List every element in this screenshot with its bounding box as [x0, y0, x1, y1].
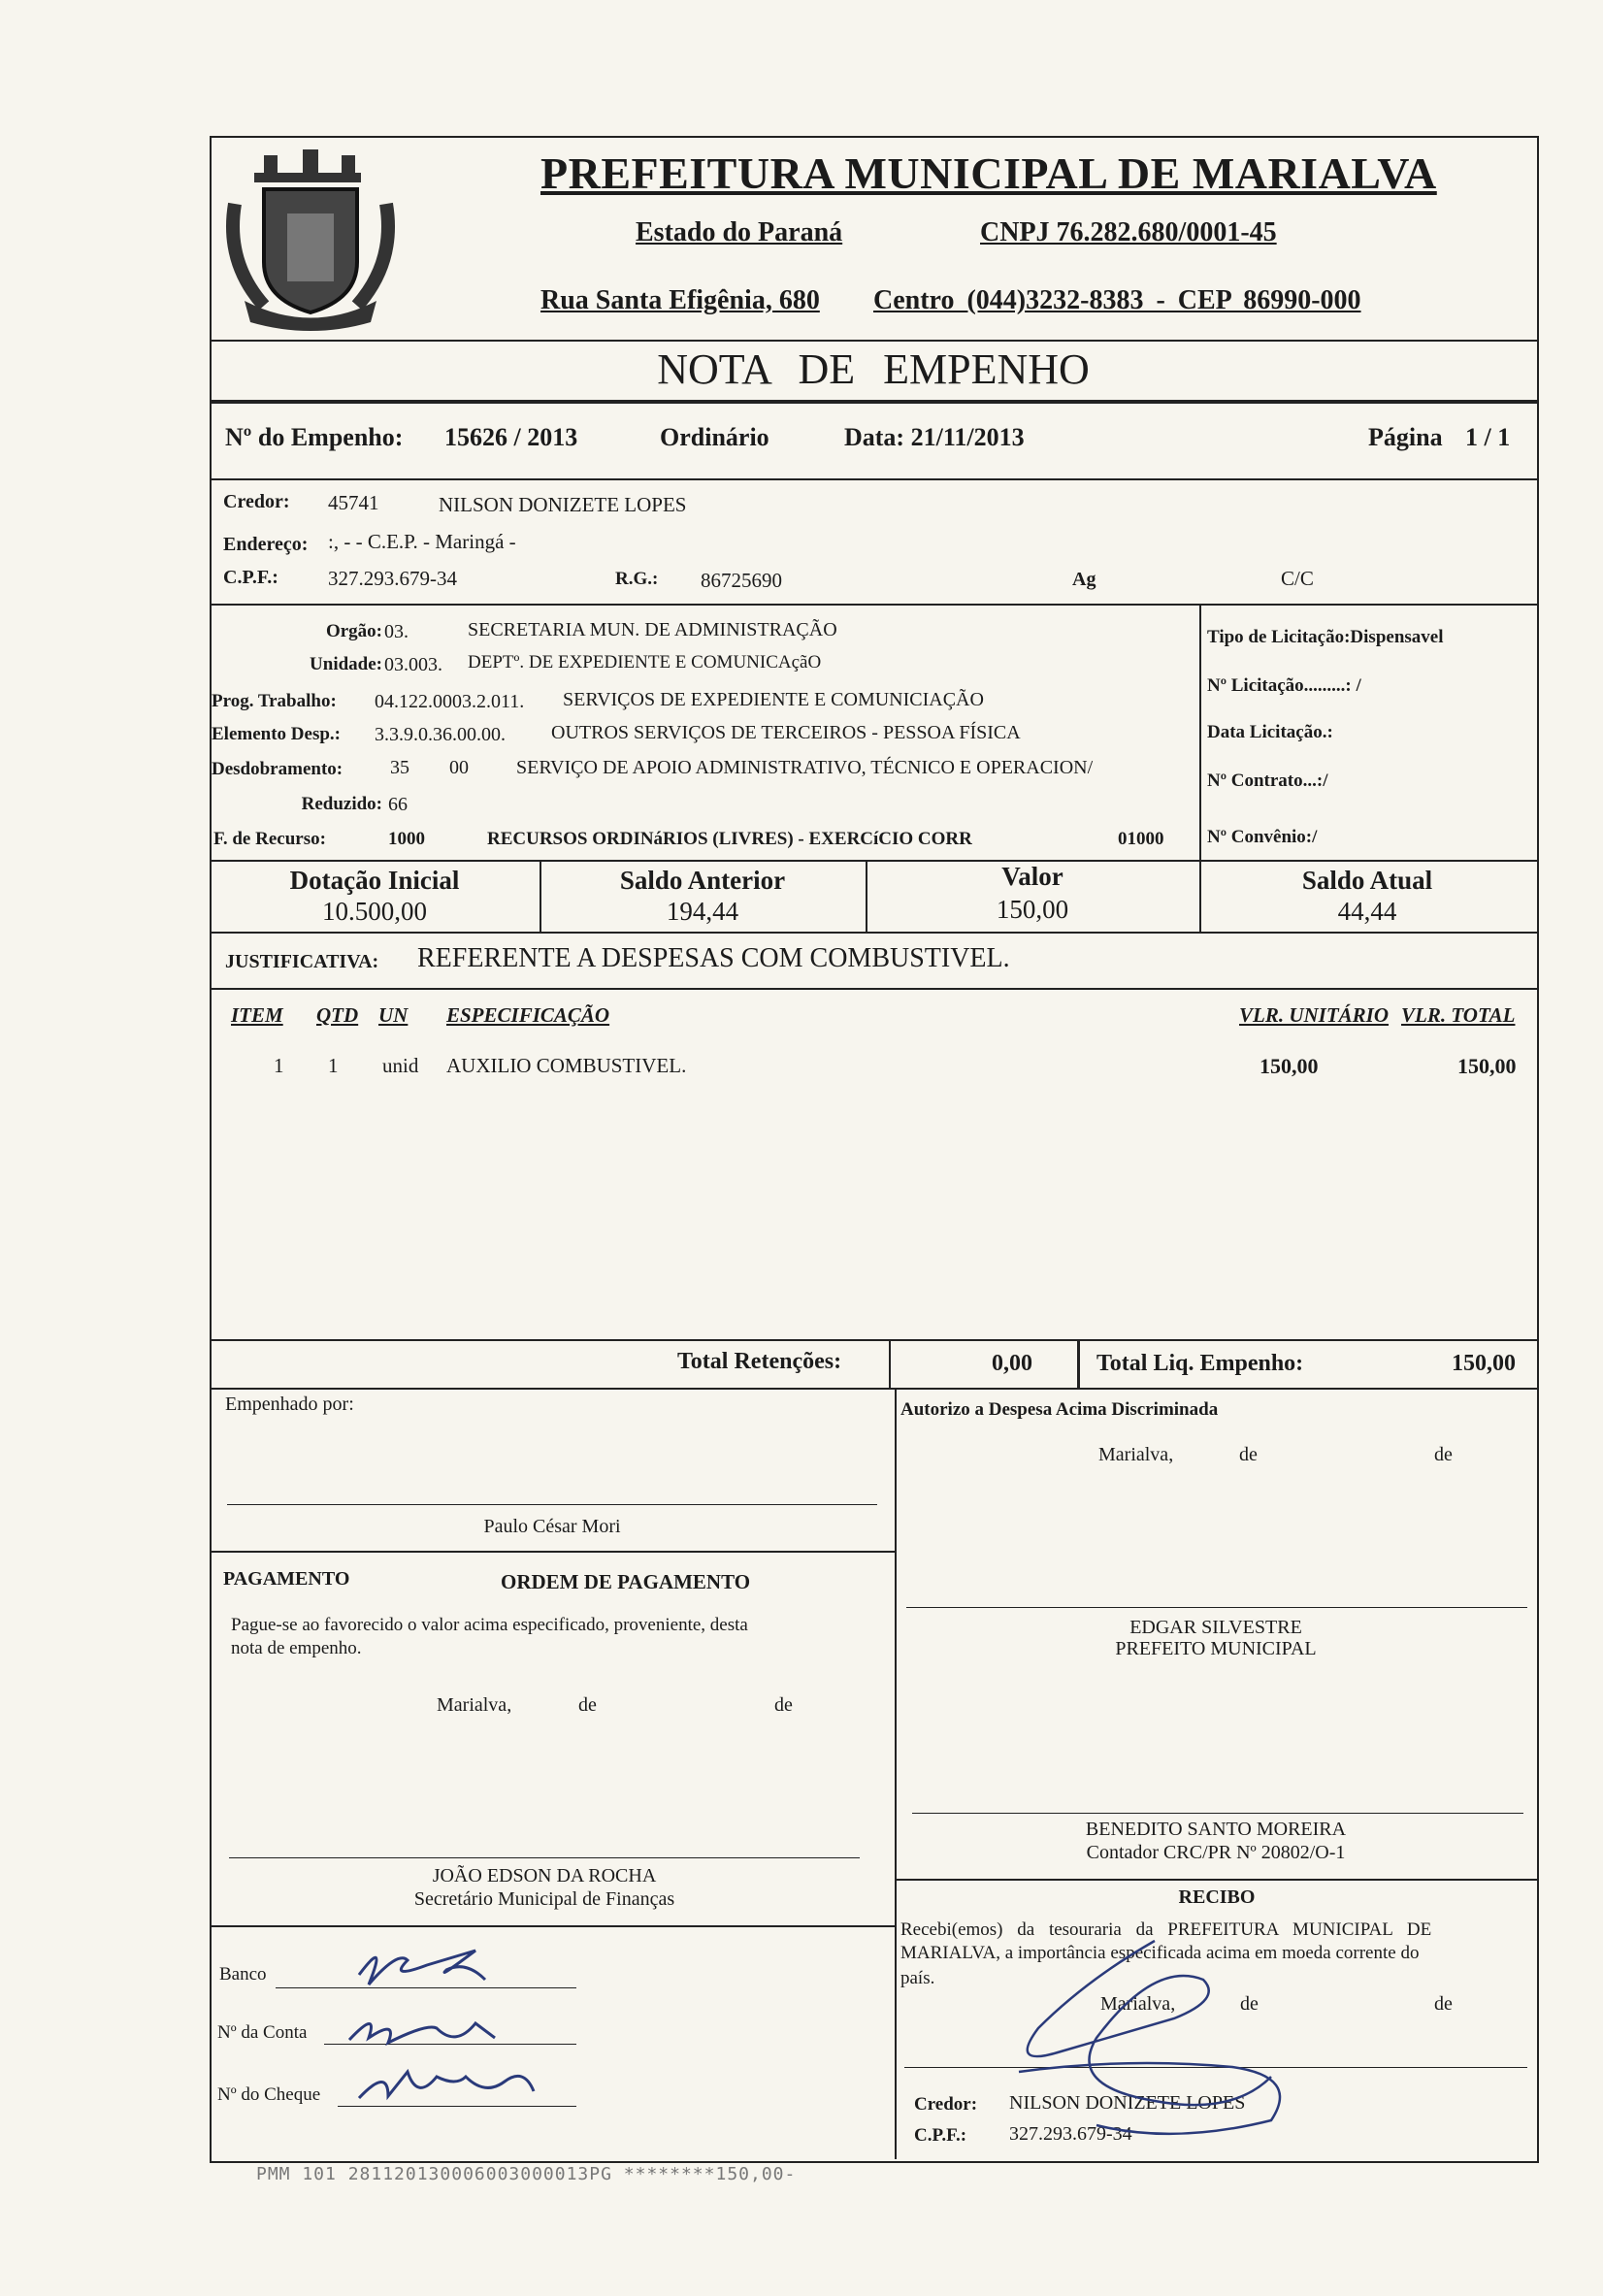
retencoes-label: Total Retenções: [677, 1349, 842, 1374]
dotacao-label: Dotação Inicial [289, 866, 460, 895]
prefeito-role: PREFEITO MUNICIPAL [1115, 1638, 1317, 1659]
recibo-cpf-value: 327.293.679-34 [1009, 2123, 1132, 2145]
empenho-number-label: Nº do Empenho: [225, 423, 404, 451]
reduzido-code: 66 [388, 794, 408, 815]
total-liq-value: 150,00 [1452, 1351, 1516, 1376]
divider [1077, 1339, 1080, 1388]
valor-label: Valor [1001, 862, 1063, 891]
banco-label: Banco [219, 1964, 267, 1984]
recibo-text-3: país. [900, 1968, 935, 1988]
autorizo-city: Marialva, [1098, 1444, 1174, 1465]
rg-value: 86725690 [701, 569, 782, 592]
retencoes-value: 0,00 [992, 1351, 1032, 1376]
recurso-name: RECURSOS ORDINáRIOS (LIVRES) - EXERCíCIO CORR [487, 829, 972, 849]
state-label: Estado do Paraná [636, 217, 843, 247]
saldo-anterior-label: Saldo Anterior [619, 866, 786, 895]
desd-name: SERVIÇO DE APOIO ADMINISTRATIVO, TÉCNICO E OPERACION/ [516, 757, 1094, 778]
col-qtd: QTD [316, 1003, 359, 1027]
orgao-name: SECRETARIA MUN. DE ADMINISTRAÇÃO [468, 619, 837, 640]
pagamento-city: Marialva, [437, 1694, 512, 1716]
justificativa-label: JUSTIFICATIVA: [225, 951, 379, 972]
cc-label: C/C [1281, 567, 1314, 590]
divider [210, 1388, 1537, 1390]
address-rest: Centro (044)3232-8383 - CEP 86990-000 [873, 285, 1361, 315]
divider [210, 478, 1537, 480]
recurso-label: F. de Recurso: [213, 829, 326, 849]
empenho-type: Ordinário [660, 423, 769, 451]
credor-label: Credor: [223, 491, 290, 512]
row-un: unid [382, 1054, 419, 1077]
row-total: 150,00 [1457, 1054, 1517, 1078]
valor-value: 150,00 [996, 895, 1069, 924]
recibo-text-2: MARIALVA, a importância especificada acima em moeda corrente do [900, 1943, 1420, 1963]
tipo-licitacao: Tipo de Licitação:Dispensavel [1207, 627, 1444, 647]
divider [210, 1339, 1537, 1341]
signature-line [912, 1813, 1523, 1814]
recibo-de1: de [1240, 1993, 1259, 2015]
unidade-name: DEPTº. DE EXPEDIENTE E COMUNICAçãO [468, 652, 822, 672]
justificativa-text: REFERENTE A DESPESAS COM COMBUSTIVEL. [417, 943, 1010, 973]
col-un: UN [378, 1003, 409, 1027]
page-label: Página [1368, 423, 1443, 451]
signature-line [906, 1607, 1527, 1608]
page-number: 1 / 1 [1465, 423, 1511, 451]
prefeito-name: EDGAR SILVESTRE [1129, 1617, 1302, 1638]
saldo-atual-value: 44,44 [1337, 897, 1397, 926]
autorizo-de1: de [1239, 1444, 1258, 1465]
secretario-role: Secretário Municipal de Finanças [413, 1888, 675, 1910]
divider [210, 932, 1537, 934]
contador-role: Contador CRC/PR Nº 20802/O-1 [1086, 1842, 1346, 1863]
empenhado-name: Paulo César Mori [483, 1516, 621, 1537]
total-liq-label: Total Liq. Empenho: [1096, 1351, 1304, 1376]
cheque-label: Nº do Cheque [217, 2084, 321, 2105]
pagamento-de1: de [578, 1694, 597, 1716]
pagamento-label: PAGAMENTO [223, 1568, 350, 1590]
desd-code: 35 [390, 757, 409, 778]
saldo-atual-label: Saldo Atual [1301, 866, 1433, 895]
recurso-num: 01000 [1118, 829, 1164, 849]
autorizo-de2: de [1434, 1444, 1453, 1465]
elem-name: OUTROS SERVIÇOS DE TERCEIROS - PESSOA FÍSICA [551, 722, 1021, 743]
recibo-city: Marialva, [1100, 1993, 1176, 2015]
recibo-text-1: Recebi(emos) da tesouraria da PREFEITURA MUNICIPAL DE [900, 1919, 1432, 1940]
row-qtd: 1 [328, 1054, 339, 1077]
recibo-de2: de [1434, 1993, 1453, 2015]
desd-label: Desdobramento: [212, 759, 344, 779]
cpf-value: 327.293.679-34 [328, 567, 457, 590]
divider [210, 988, 1537, 990]
prog-name: SERVIÇOS DE EXPEDIENTE E COMUNICIAÇÃO [563, 689, 984, 710]
recibo-cpf-label: C.P.F.: [914, 2125, 967, 2146]
col-spec: ESPECIFICAÇÃO [446, 1003, 610, 1027]
row-unit: 150,00 [1260, 1054, 1319, 1078]
pagamento-text-2: nota de empenho. [231, 1638, 362, 1658]
recibo-credor-label: Credor: [914, 2094, 978, 2115]
data-licitacao: Data Licitação.: [1207, 722, 1333, 742]
num-convenio: Nº Convênio:/ [1207, 827, 1318, 847]
recibo-title: RECIBO [1178, 1886, 1256, 1908]
footer-code: PMM 101 281120130006003000013PG ********150,00- [256, 2164, 797, 2184]
elem-label: Elemento Desp.: [212, 724, 341, 744]
row-item: 1 [274, 1054, 284, 1077]
desd-sub: 00 [449, 757, 469, 778]
empenhado-label: Empenhado por: [225, 1394, 354, 1415]
divider [210, 400, 1537, 404]
nota-empenho-title: NOTA DE EMPENHO [657, 345, 1090, 393]
coat-of-arms-icon [215, 146, 406, 340]
cpf-label: C.P.F.: [223, 567, 278, 588]
prefeitura-title: PREFEITURA MUNICIPAL DE MARIALVA [540, 148, 1437, 198]
divider [897, 1879, 1537, 1881]
num-contrato: Nº Contrato...:/ [1207, 771, 1328, 791]
row-spec: AUXILIO COMBUSTIVEL. [446, 1054, 687, 1077]
autorizo-label: Autorizo a Despesa Acima Discriminada [900, 1399, 1219, 1420]
credor-code: 45741 [328, 491, 379, 514]
orgao-code: 03. [384, 621, 409, 642]
dotacao-value: 10.500,00 [322, 897, 427, 926]
divider [1199, 604, 1201, 860]
endereco-value: :, - - C.E.P. - Maringá - [328, 530, 516, 553]
ordem-pagamento-label: ORDEM DE PAGAMENTO [501, 1570, 751, 1593]
address-street: Rua Santa Efigênia, 680 [540, 285, 820, 315]
pagamento-de2: de [774, 1694, 793, 1716]
divider [210, 340, 1537, 342]
divider [210, 1925, 897, 1927]
signature-line [229, 1857, 860, 1858]
creditor-signature-icon [980, 1921, 1329, 2145]
secretario-name: JOÃO EDSON DA ROCHA [432, 1865, 657, 1886]
divider [210, 1551, 897, 1553]
prog-code: 04.122.0003.2.011. [375, 691, 525, 712]
reduzido-label: Reduzido: [301, 794, 382, 814]
credor-name: NILSON DONIZETE LOPES [439, 493, 687, 516]
recurso-code: 1000 [388, 829, 425, 849]
cnpj-label: CNPJ 76.282.680/0001-45 [980, 217, 1277, 247]
divider [889, 1339, 891, 1388]
empenho-number: 15626 / 2013 [444, 423, 578, 451]
divider [210, 604, 1537, 606]
saldo-anterior-value: 194,44 [666, 897, 739, 926]
unidade-label: Unidade: [310, 654, 382, 674]
pagamento-text-1: Pague-se ao favorecido o valor acima especificado, proveniente, desta [231, 1615, 748, 1635]
ag-label: Ag [1072, 569, 1096, 590]
num-licitacao: Nº Licitação.........: / [1207, 675, 1361, 696]
elem-code: 3.3.9.0.36.00.00. [375, 724, 506, 745]
divider [895, 1388, 897, 2159]
unidade-code: 03.003. [384, 654, 442, 675]
conta-label: Nº da Conta [217, 2022, 308, 2043]
contador-name: BENEDITO SANTO MOREIRA [1085, 1819, 1347, 1840]
orgao-label: Orgão: [325, 621, 382, 641]
col-total: VLR. TOTAL [1401, 1003, 1516, 1027]
endereco-label: Endereço: [223, 534, 309, 555]
rg-label: R.G.: [615, 569, 659, 589]
col-item: ITEM [231, 1003, 283, 1027]
col-unit: VLR. UNITÁRIO [1239, 1003, 1390, 1027]
prog-label: Prog. Trabalho: [212, 691, 337, 711]
signature-line [227, 1504, 877, 1505]
empenho-date: Data: 21/11/2013 [844, 423, 1025, 451]
handwritten-bank-info-icon [330, 1931, 572, 2125]
recibo-credor-name: NILSON DONIZETE LOPES [1009, 2092, 1246, 2114]
